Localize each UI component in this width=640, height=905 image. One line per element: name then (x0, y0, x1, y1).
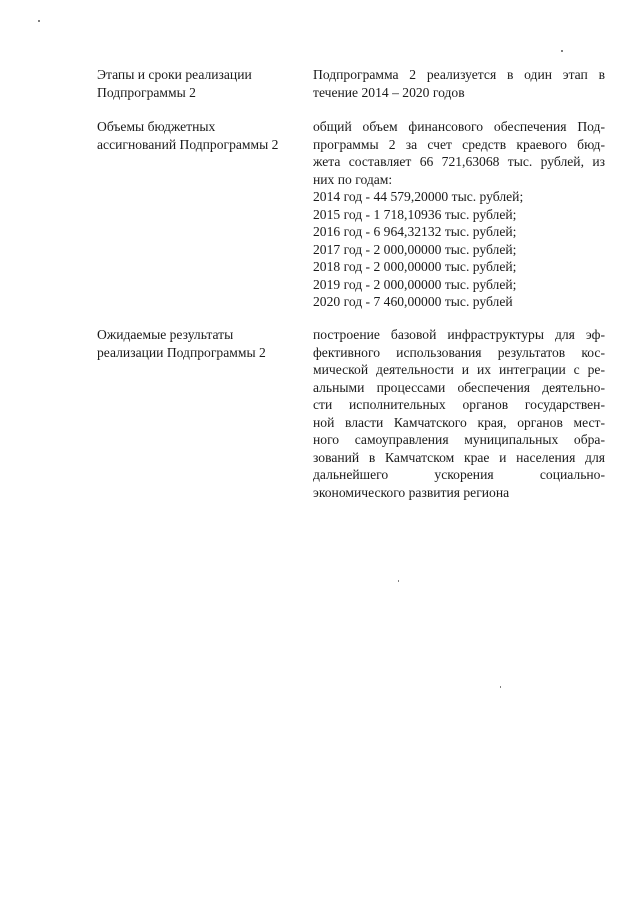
value-line: зований в Камчатском крае и населения для (313, 449, 605, 465)
scan-speck (38, 20, 40, 22)
section-value (313, 118, 605, 311)
year-amount-line: 2017 год - 2 000,00000 тыс. рублей; (313, 241, 517, 257)
section-value (313, 66, 605, 101)
label-line: Объемы бюджетных (97, 119, 216, 134)
section-label (97, 326, 302, 361)
label-line: ассигнований Подпрограммы 2 (97, 136, 279, 152)
label-line: Ожидаемые результаты (97, 327, 234, 342)
year-amount-line: 2014 год - 44 579,20000 тыс. рублей; (313, 189, 524, 204)
value-line: экономического развития региона (313, 484, 510, 500)
scan-speck (500, 686, 501, 688)
value-line: построение базовой инфраструктуры для эф- (313, 327, 605, 342)
section-label (97, 66, 302, 101)
label-line: Подпрограммы 2 (97, 84, 196, 100)
value-line: мической деятельности и их интеграции с ре- (313, 362, 605, 377)
year-amount-line: 2016 год - 6 964,32132 тыс. рублей; (313, 224, 517, 239)
scan-speck (398, 580, 399, 582)
section-label (97, 118, 302, 153)
value-line: ного самоуправления муниципальных обра- (313, 432, 605, 447)
year-amount-line: 2020 год - 7 460,00000 тыс. рублей (313, 294, 513, 309)
label-line: Этапы и сроки реализации (97, 67, 252, 82)
year-amount-line: 2015 год - 1 718,10936 тыс. рублей; (313, 206, 517, 222)
value-line: дальнейшего ускорения социально- (313, 467, 605, 482)
value-line: течение 2014 – 2020 годов (313, 84, 465, 100)
value-line: фективного использования результатов кос- (313, 344, 605, 360)
section-value (313, 326, 605, 501)
value-line: общий объем финансового обеспечения Под- (313, 119, 605, 134)
value-line: Подпрограмма 2 реализуется в один этап в (313, 67, 605, 82)
value-line: альными процессами обеспечения деятельно- (313, 379, 605, 395)
label-line: реализации Подпрограммы 2 (97, 344, 266, 360)
value-line: программы 2 за счет средств краевого бюд- (313, 136, 605, 152)
value-line: них по годам: (313, 171, 393, 187)
year-amount-line: 2019 год - 2 000,00000 тыс. рублей; (313, 276, 517, 292)
value-line: ной власти Камчатского края, органов мест- (313, 414, 605, 430)
value-line: жета составляет 66 721,63068 тыс. рублей, из (313, 154, 605, 169)
scan-speck (561, 50, 563, 52)
value-line: сти исполнительных органов государствен- (313, 397, 605, 412)
year-amount-line: 2018 год - 2 000,00000 тыс. рублей; (313, 259, 517, 274)
